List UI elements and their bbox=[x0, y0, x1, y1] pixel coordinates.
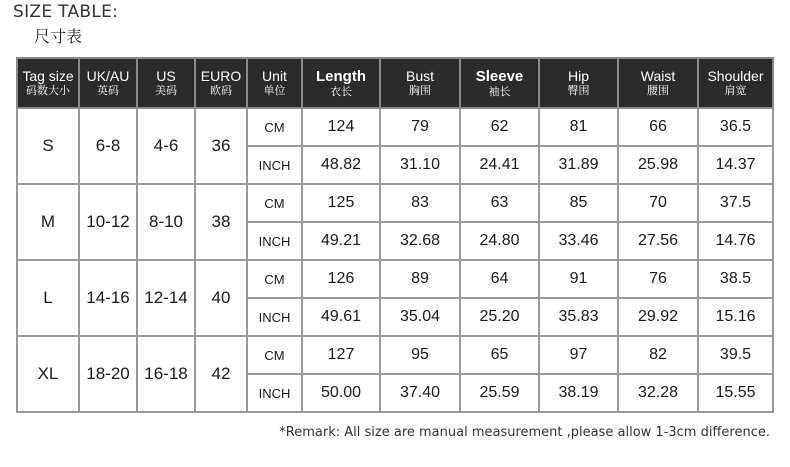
hip-cell: 33.46 bbox=[539, 222, 618, 260]
length-cell: 126 bbox=[302, 260, 380, 298]
hip-cell: 81 bbox=[539, 108, 618, 146]
waist-cell: 76 bbox=[618, 260, 698, 298]
waist-cell: 27.56 bbox=[618, 222, 698, 260]
tag-size-cell: L bbox=[17, 260, 79, 336]
euro-cell: 42 bbox=[195, 336, 247, 412]
bust-cell: 35.04 bbox=[380, 298, 460, 336]
unit-cell: CM bbox=[247, 108, 302, 146]
header-uk-au bbox=[79, 58, 137, 108]
tag-size-cell: XL bbox=[17, 336, 79, 412]
shoulder-cell: 39.5 bbox=[698, 336, 773, 374]
waist-cell: 29.92 bbox=[618, 298, 698, 336]
header-sleeve bbox=[460, 58, 539, 108]
sleeve-cell: 25.20 bbox=[460, 298, 539, 336]
header-shoulder bbox=[698, 58, 773, 108]
sleeve-cell: 64 bbox=[460, 260, 539, 298]
sleeve-cell: 63 bbox=[460, 184, 539, 222]
size-table-title: SIZE TABLE: bbox=[13, 2, 119, 22]
hip-cell: 31.89 bbox=[539, 146, 618, 184]
uk-au-cell: 6-8 bbox=[79, 108, 137, 184]
waist-cell: 25.98 bbox=[618, 146, 698, 184]
length-cell: 50.00 bbox=[302, 374, 380, 412]
hip-cell: 35.83 bbox=[539, 298, 618, 336]
us-cell: 4-6 bbox=[137, 108, 195, 184]
header-label-cn: 美码 bbox=[155, 84, 177, 98]
header-label: Tag size bbox=[22, 68, 74, 85]
bust-cell: 95 bbox=[380, 336, 460, 374]
header-hip bbox=[539, 58, 618, 108]
euro-cell: 36 bbox=[195, 108, 247, 184]
euro-cell: 38 bbox=[195, 184, 247, 260]
header-label: UK/AU bbox=[86, 68, 130, 85]
header-label: Waist bbox=[640, 68, 676, 85]
waist-cell: 82 bbox=[618, 336, 698, 374]
header-us bbox=[137, 58, 195, 108]
bust-cell: 32.68 bbox=[380, 222, 460, 260]
length-cell: 127 bbox=[302, 336, 380, 374]
tag-size-cell: M bbox=[17, 184, 79, 260]
header-label: US bbox=[156, 68, 176, 85]
header-label: Length bbox=[316, 67, 366, 85]
header-label-cn: 欧码 bbox=[210, 84, 232, 98]
bust-cell: 37.40 bbox=[380, 374, 460, 412]
shoulder-cell: 14.76 bbox=[698, 222, 773, 260]
bust-cell: 89 bbox=[380, 260, 460, 298]
hip-cell: 97 bbox=[539, 336, 618, 374]
header-unit bbox=[247, 58, 302, 108]
shoulder-cell: 14.37 bbox=[698, 146, 773, 184]
header-label-cn: 英码 bbox=[97, 84, 119, 98]
shoulder-cell: 36.5 bbox=[698, 108, 773, 146]
unit-cell: CM bbox=[247, 184, 302, 222]
header-label-cn: 臀围 bbox=[567, 84, 590, 98]
header-label-cn: 胸围 bbox=[409, 84, 431, 98]
sleeve-cell: 24.80 bbox=[460, 222, 539, 260]
sleeve-cell: 62 bbox=[460, 108, 539, 146]
sleeve-cell: 24.41 bbox=[460, 146, 539, 184]
header-tag-size bbox=[17, 58, 79, 108]
waist-cell: 70 bbox=[618, 184, 698, 222]
header-label-cn: 肩宽 bbox=[724, 84, 747, 98]
header-bust bbox=[380, 58, 460, 108]
bust-cell: 79 bbox=[380, 108, 460, 146]
header-length bbox=[302, 58, 380, 108]
shoulder-cell: 37.5 bbox=[698, 184, 773, 222]
tag-size-cell: S bbox=[17, 108, 79, 184]
header-label-cn: 码数大小 bbox=[26, 84, 70, 98]
length-cell: 49.21 bbox=[302, 222, 380, 260]
shoulder-cell: 38.5 bbox=[698, 260, 773, 298]
header-label: Bust bbox=[405, 68, 434, 85]
size-table bbox=[16, 57, 774, 413]
header-row bbox=[17, 58, 773, 108]
hip-cell: 91 bbox=[539, 260, 618, 298]
waist-cell: 66 bbox=[618, 108, 698, 146]
hip-cell: 85 bbox=[539, 184, 618, 222]
uk-au-cell: 18-20 bbox=[79, 336, 137, 412]
uk-au-cell: 10-12 bbox=[79, 184, 137, 260]
us-cell: 16-18 bbox=[137, 336, 195, 412]
header-waist bbox=[618, 58, 698, 108]
uk-au-cell: 14-16 bbox=[79, 260, 137, 336]
header-label: Shoulder bbox=[707, 68, 764, 85]
bust-cell: 31.10 bbox=[380, 146, 460, 184]
unit-cell: INCH bbox=[247, 222, 302, 260]
header-label: Hip bbox=[567, 68, 589, 85]
table-row bbox=[17, 108, 773, 146]
us-cell: 8-10 bbox=[137, 184, 195, 260]
header-label: Sleeve bbox=[475, 67, 524, 85]
hip-cell: 38.19 bbox=[539, 374, 618, 412]
table-row bbox=[17, 336, 773, 374]
length-cell: 124 bbox=[302, 108, 380, 146]
unit-cell: CM bbox=[247, 336, 302, 374]
length-cell: 49.61 bbox=[302, 298, 380, 336]
shoulder-cell: 15.55 bbox=[698, 374, 773, 412]
size-table-title-cn: 尺寸表 bbox=[34, 27, 83, 46]
header-euro bbox=[195, 58, 247, 108]
header-label: EURO bbox=[200, 68, 242, 85]
header-label-cn: 腰围 bbox=[647, 84, 669, 98]
unit-cell: INCH bbox=[247, 298, 302, 336]
euro-cell: 40 bbox=[195, 260, 247, 336]
unit-cell: CM bbox=[247, 260, 302, 298]
table-row bbox=[17, 184, 773, 222]
length-cell: 125 bbox=[302, 184, 380, 222]
bust-cell: 83 bbox=[380, 184, 460, 222]
header-label-cn: 袖长 bbox=[488, 84, 511, 98]
shoulder-cell: 15.16 bbox=[698, 298, 773, 336]
header-label-cn: 衣长 bbox=[330, 84, 352, 98]
waist-cell: 32.28 bbox=[618, 374, 698, 412]
unit-cell: INCH bbox=[247, 374, 302, 412]
length-cell: 48.82 bbox=[302, 146, 380, 184]
header-label-cn: 单位 bbox=[263, 84, 286, 98]
header-label: Unit bbox=[262, 68, 287, 85]
unit-cell: INCH bbox=[247, 146, 302, 184]
sleeve-cell: 65 bbox=[460, 336, 539, 374]
remark-note: *Remark: All size are manual measurement ,please allow 1-3cm difference. bbox=[279, 425, 770, 440]
table-row bbox=[17, 260, 773, 298]
sleeve-cell: 25.59 bbox=[460, 374, 539, 412]
us-cell: 12-14 bbox=[137, 260, 195, 336]
